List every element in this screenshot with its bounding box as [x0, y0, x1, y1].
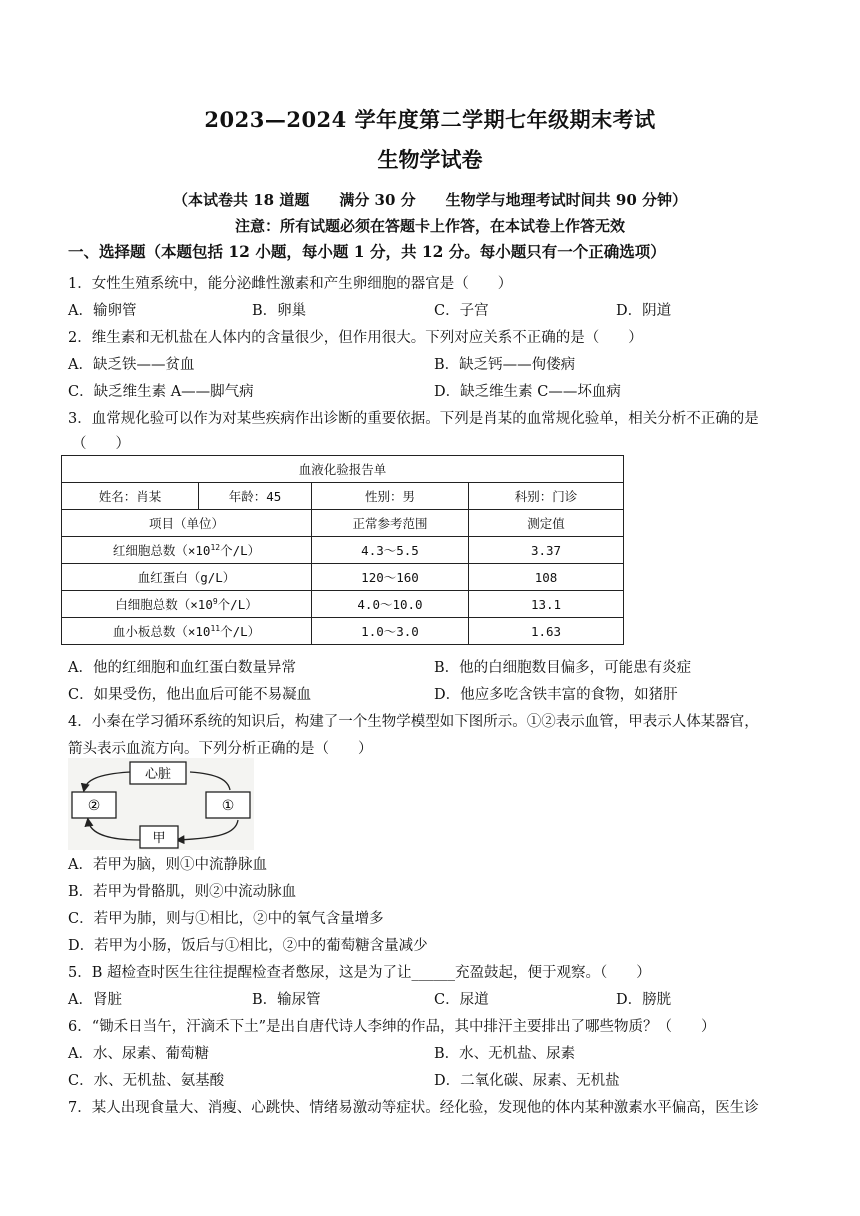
- q2-option-d: D．缺乏维生素 C——坏血病: [434, 384, 621, 400]
- q3-option-b: B．他的白细胞数目偏多，可能患有炎症: [434, 660, 692, 676]
- patient-sex: 性别：男: [312, 483, 469, 510]
- q6-option-b: B．水、无机盐、尿素: [434, 1046, 576, 1062]
- circulation-diagram: [68, 758, 254, 850]
- patient-age: 年龄：45: [199, 483, 312, 510]
- q6-option-a: A．水、尿素、葡萄糖: [68, 1046, 209, 1062]
- exam-notice: 注意：所有试题必须在答题卡上作答，在本试卷上作答无效: [234, 217, 625, 235]
- q1-option-d: D．阴道: [616, 303, 672, 319]
- q5-option-b: B．输尿管: [252, 992, 321, 1008]
- row-item: 红细胞总数（$\times 10^{12}$个/L）: [62, 537, 312, 564]
- row-value: 108: [469, 564, 624, 591]
- q2-option-c: C．缺乏维生素 A——脚气病: [68, 384, 254, 400]
- question-7-stem: 7．某人出现食量大、消瘦、心跳快、情绪易激动等症状。经化验，发现他的体内某种激素水平偏高，医生诊: [68, 1100, 759, 1116]
- row-range: 4.3～5.5: [312, 537, 469, 564]
- q1-option-b: B．卵巢: [252, 303, 307, 319]
- header-item: 项目（单位）: [62, 510, 312, 537]
- heart-label: 心脏: [144, 767, 172, 782]
- q3-option-c: C．如果受伤，他出血后可能不易凝血: [68, 687, 312, 703]
- q5-option-c: C．尿道: [434, 992, 489, 1008]
- q4-option-a: A．若甲为脑，则①中流静脉血: [68, 857, 267, 873]
- patient-dept: 科别：门诊: [469, 483, 624, 510]
- row-range: 4.0～10.0: [312, 591, 469, 618]
- question-4-stem-cont: 箭头表示血流方向。下列分析正确的是（ ）: [68, 741, 373, 757]
- question-1-stem: 1．女性生殖系统中，能分泌雌性激素和产生卵细胞的器官是（ ）: [68, 276, 513, 292]
- row-item: 血小板总数（$\times 10^{11}$个/L）: [62, 618, 312, 645]
- row-value: 3.37: [469, 537, 624, 564]
- q4-option-d: D．若甲为小肠，饭后与①相比，②中的葡萄糖含量减少: [68, 938, 428, 954]
- header-range: 正常参考范围: [312, 510, 469, 537]
- exam-subtitle: 生物学试卷: [377, 147, 483, 172]
- row-range: 120～160: [312, 564, 469, 591]
- row-value: 1.63: [469, 618, 624, 645]
- q2-option-a: A．缺乏铁——贫血: [68, 357, 195, 373]
- q3-option-d: D．他应多吃含铁丰富的食物，如猪肝: [434, 687, 678, 703]
- q4-option-b: B．若甲为骨骼肌，则②中流动脉血: [68, 884, 297, 900]
- q3-option-a: A．他的红细胞和血红蛋白数量异常: [68, 660, 296, 676]
- organ-label: 甲: [152, 831, 166, 846]
- q6-option-d: D．二氧化碳、尿素、无机盐: [434, 1073, 620, 1089]
- row-item: 白细胞总数（$\times 10^9$个/L）: [62, 591, 312, 618]
- question-5-stem: 5．B 超检查时医生往往提醒检查者憋尿，这是为了让______充盈鼓起，便于观察。（ ）: [68, 965, 651, 981]
- row-value: 13.1: [469, 591, 624, 618]
- vessel-1-label: ①: [221, 798, 235, 814]
- exam-meta: （本试卷共 18 道题 满分 30 分 生物学与地理考试时间共 90 分钟）: [173, 191, 687, 209]
- header-value: 测定值: [469, 510, 624, 537]
- q1-option-a: A．输卵管: [68, 303, 137, 319]
- question-4-stem: 4．小秦在学习循环系统的知识后，构建了一个生物学模型如下图所示。①②表示血管，甲表示人体某器官，: [68, 714, 759, 730]
- vessel-2-label: ②: [87, 798, 101, 814]
- question-3-bracket: （ ）: [72, 436, 130, 452]
- q1-option-c: C．子宫: [434, 303, 489, 319]
- exam-title: 2023—2024 学年度第二学期七年级期末考试: [204, 107, 656, 132]
- q4-option-c: C．若甲为肺，则与①相比，②中的氧气含量增多: [68, 911, 384, 927]
- q6-option-c: C．水、无机盐、氨基酸: [68, 1073, 225, 1089]
- section-heading: 一、选择题（本题包括 12 小题，每小题 1 分，共 12 分。每小题只有一个正确选项）: [68, 242, 666, 261]
- q5-option-a: A．肾脏: [68, 992, 122, 1008]
- row-item: 血红蛋白（g/L）: [62, 564, 312, 591]
- report-title: 血液化验报告单: [62, 456, 624, 483]
- question-6-stem: 6．“锄禾日当午，汗滴禾下土”是出自唐代诗人李绅的作品，其中排汗主要排出了哪些物质？（ ）: [68, 1019, 716, 1035]
- q5-option-d: D．膀胱: [616, 992, 672, 1008]
- blood-test-report-table: [61, 455, 624, 645]
- row-range: 1.0～3.0: [312, 618, 469, 645]
- question-3-stem: 3．血常规化验可以作为对某些疾病作出诊断的重要依据。下列是肖某的血常规化验单，相关分析不正确的是: [68, 411, 759, 427]
- question-2-stem: 2．维生素和无机盐在人体内的含量很少，但作用很大。下列对应关系不正确的是（ ）: [68, 330, 643, 346]
- patient-name: 姓名：肖某: [62, 483, 199, 510]
- q2-option-b: B．缺乏钙——佝偻病: [434, 357, 576, 373]
